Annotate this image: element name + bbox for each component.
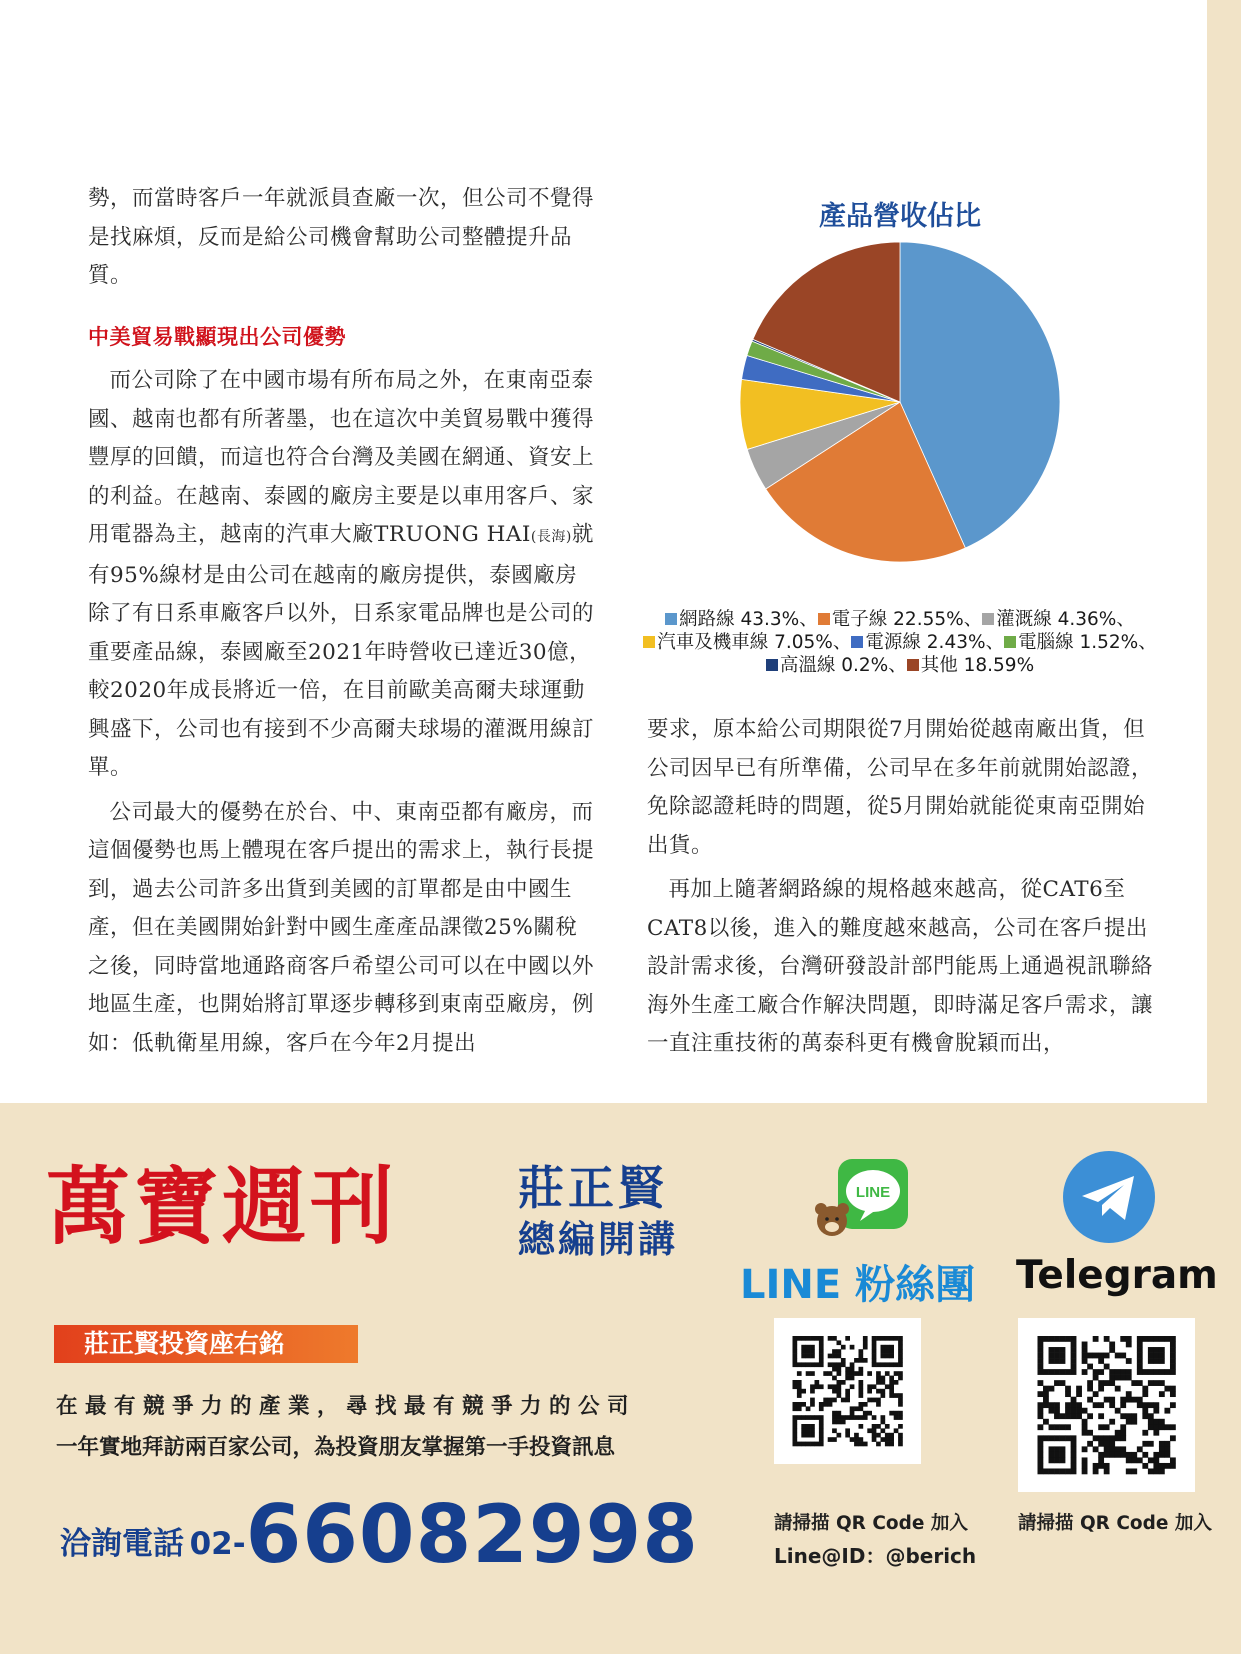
legend-separator: 、 (985, 632, 1005, 653)
phone-number[interactable]: 66082998 (245, 1488, 699, 1581)
legend-item (982, 609, 1116, 630)
legend-separator: 、 (1116, 609, 1135, 630)
line-id[interactable]: Line@ID：@berich (774, 1544, 977, 1568)
paragraph-note: (長海) (530, 529, 572, 545)
legend-item (851, 632, 985, 653)
legend-label: 灌溉線 4.36% (996, 609, 1117, 630)
chart-title: 產品營收佔比 (819, 201, 981, 232)
legend-item (818, 609, 964, 630)
paragraph: 要求，原本給公司期限從7月開始從越南廠出貨，但公司因早已有所準備，公司早在多年前就開始認證，免除認證耗時的問題，從5月開始就能從東南亞開始出貨。 (647, 717, 1154, 858)
line-fan-group-label: LINE 粉絲團 (740, 1262, 976, 1308)
legend-swatch (851, 636, 863, 648)
legend-label: 電腦線 1.52% (1018, 632, 1139, 653)
legend-separator: 、 (963, 609, 983, 630)
paragraph (88, 362, 596, 788)
legend-separator: 、 (832, 632, 852, 653)
legend-swatch (665, 613, 677, 625)
article-left-column (88, 180, 596, 1063)
line-icon[interactable] (814, 1157, 912, 1245)
chart-legend (640, 608, 1160, 677)
legend-label: 高溫線 0.2% (779, 655, 889, 676)
legend-item (643, 632, 833, 653)
paragraph: 勢，而當時客戶一年就派員查廠一次，但公司不覺得是找麻煩，反而是給公司機會幫助公司整體提升品質。 (88, 186, 595, 288)
legend-item (1004, 632, 1138, 653)
telegram-qr-code[interactable] (1018, 1318, 1195, 1492)
telegram-label: Telegram (1016, 1253, 1218, 1298)
editor-column-title: 總編開講 (518, 1218, 678, 1261)
legend-swatch (1004, 636, 1016, 648)
line-scan-instruction: 請掃描 QR Code 加入 (774, 1513, 968, 1534)
legend-separator: 、 (799, 609, 818, 630)
legend-separator: 、 (888, 655, 907, 676)
pie-chart (700, 240, 1100, 610)
right-edge-strip (1207, 0, 1241, 1654)
legend-label: 網路線 43.3% (679, 609, 800, 630)
editor-block (518, 1160, 678, 1264)
telegram-scan-instruction: 請掃描 QR Code 加入 (1018, 1513, 1212, 1534)
legend-label: 汽車及機車線 7.05% (657, 632, 833, 653)
legend-swatch (907, 659, 919, 671)
legend-label: 電子線 22.55% (831, 609, 964, 630)
line-logo-text: LINE (855, 1184, 891, 1201)
legend-swatch (643, 636, 655, 648)
editor-name: 莊正賢 (518, 1161, 668, 1215)
phone-label: 洽詢電話 (60, 1526, 184, 1562)
motto-line: 一年實地拜訪兩百家公司，為投資朋友掌握第一手投資訊息 (56, 1435, 616, 1460)
motto (56, 1386, 636, 1468)
legend-label: 電源線 2.43% (865, 632, 986, 653)
magazine-title: 萬寶週刊 (46, 1158, 399, 1256)
legend-row (640, 608, 1160, 631)
section-subheading: 中美貿易戰顯現出公司優勢 (88, 324, 346, 349)
paragraph-text: 而公司除了在中國市場有所布局之外，在東南亞泰國、越南也都有所著墨，也在這次中美貿易戰中獲得豐厚的回饋，而這也符合台灣及美國在網通、資安上的利益。在越南、泰國的廠房主要是以車用客戶、家用電器為主，越南的汽車大廠TRUONG HAI (88, 368, 595, 547)
phone-block (60, 1488, 699, 1581)
telegram-icon[interactable] (1062, 1150, 1156, 1244)
legend-row (640, 654, 1160, 677)
phone-prefix: 02- (189, 1526, 246, 1562)
paragraph: 公司最大的優勢在於台、中、東南亞都有廠房，而這個優勢也馬上體現在客戶提出的需求上，執行長提到，過去公司許多出貨到美國的訂單都是由中國生產，但在美國開始針對中國生產產品課徵25%關稅之後，同時當地通路商客戶希望公司可以在中國以外地區生產，也開始將訂單逐步轉移到東南亞廠房，例如：低軌衛星用線，客戶在今年2月提出 (88, 799, 595, 1056)
paragraph-text: 就有95%線材是由公司在越南的廠房提供，泰國廠房除了有日系車廠客戶以外，日系家電品牌也是公司的重要產品線，泰國廠至2021年時營收已達近30億，較2020年成長將近一倍，在目前歐美高爾夫球運動興盛下，公司也有接到不少高爾夫球場的灌溉用線訂單。 (88, 522, 595, 780)
legend-swatch (818, 613, 830, 625)
article-right-column (647, 711, 1155, 1064)
paragraph: 再加上隨著網路線的規格越來越高，從CAT6至CAT8以後，進入的難度越來越高，公司在客戶提出設計需求後，台灣研發設計部門能馬上通過視訊聯絡海外生產工廠合作解決問題，即時滿足客戶需求，讓一直注重技術的萬泰科更有機會脫穎而出， (647, 877, 1154, 1056)
line-qr-code[interactable] (774, 1318, 921, 1464)
motto-badge: 莊正賢投資座右銘 (54, 1325, 358, 1363)
legend-item (766, 655, 888, 676)
legend-item (665, 609, 799, 630)
legend-swatch (982, 613, 994, 625)
legend-label: 其他 18.59% (920, 655, 1035, 676)
legend-swatch (766, 659, 778, 671)
legend-separator: 、 (1138, 632, 1157, 653)
legend-item (907, 655, 1034, 676)
motto-line: 在最有競爭力的產業，尋找最有競爭力的公司 (56, 1394, 637, 1419)
legend-row (640, 631, 1160, 654)
